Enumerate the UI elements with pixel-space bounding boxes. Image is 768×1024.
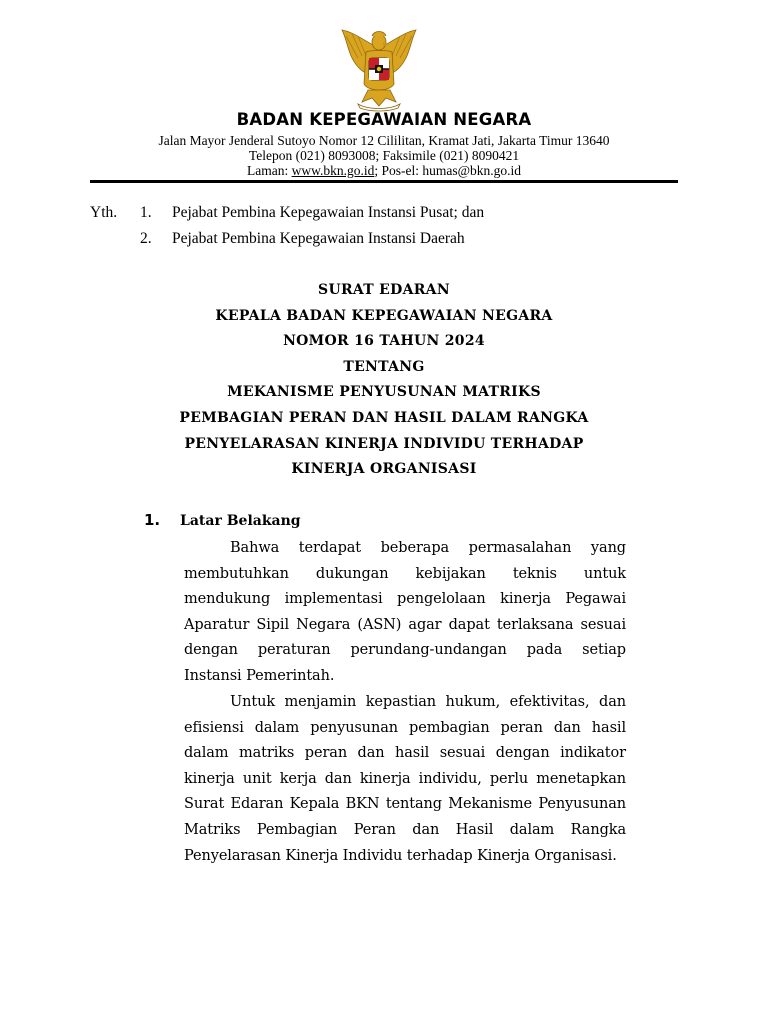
heading-line: TENTANG (343, 359, 425, 375)
heading-line: PENYELARASAN KINERJA INDIVIDU TERHADAP (184, 436, 584, 452)
addressee-number: 1. (140, 204, 152, 221)
body-paragraph: Bahwa terdapat beberapa permasalahan yang membutuhkan dukungan kebijakan teknis untuk mendukung implementasi pengelolaan kinerja Pegawai Aparatur Sipil Negara (ASN) agar dapat terlaksana sesuai dengan peraturan perundang-undangan pada setiap Instansi Pemerintah. (184, 540, 626, 684)
heading-line: KEPALA BADAN KEPEGAWAIAN NEGARA (215, 308, 553, 324)
agency-web-email (90, 163, 678, 178)
agency-name: BADAN KEPEGAWAIAN NEGARA (236, 110, 532, 129)
email-text: ; Pos-el: humas@bkn.go.id (374, 163, 522, 178)
letterhead-divider (90, 180, 678, 183)
garuda-emblem-icon (336, 28, 422, 112)
website-link[interactable]: www.bkn.go.id (291, 163, 375, 178)
body-paragraph: Untuk menjamin kepastian hukum, efektivitas, dan efisiensi dalam penyusunan pembagian peran dan hasil dalam matriks peran dan hasil sesuai dengan indikator kinerja unit kerja dan kinerja individu, perlu menetapkan Surat Edaran Kepala BKN tentang Mekanisme Penyusunan Matriks Pembagian Peran dan Hasil dalam Rangka Penyelarasan Kinerja Individu terhadap Kinerja Organisasi. (184, 694, 626, 864)
heading-line: PEMBAGIAN PERAN DAN HASIL DALAM RANGKA (179, 410, 589, 426)
heading-line: SURAT EDARAN (318, 282, 450, 298)
agency-address: Jalan Mayor Jenderal Sutoyo Nomor 12 Cililitan, Kramat Jati, Jakarta Timur 13640 (158, 133, 610, 148)
addressee-text: Pejabat Pembina Kepegawaian Instansi Pusat; dan (172, 204, 485, 221)
addressee-label: Yth. (90, 204, 118, 221)
section-number: 1. (144, 511, 161, 529)
addressee-text: Pejabat Pembina Kepegawaian Instansi Daerah (172, 230, 465, 247)
heading-line: MEKANISME PENYUSUNAN MATRIKS (227, 384, 541, 400)
heading-line: KINERJA ORGANISASI (291, 461, 477, 477)
agency-phone: Telepon (021) 8093008; Faksimile (021) 8090421 (248, 148, 520, 163)
section-title: Latar Belakang (180, 513, 301, 529)
heading-line: NOMOR 16 TAHUN 2024 (283, 333, 485, 349)
addressee-number: 2. (140, 230, 152, 247)
web-prefix: Laman: (246, 163, 292, 178)
